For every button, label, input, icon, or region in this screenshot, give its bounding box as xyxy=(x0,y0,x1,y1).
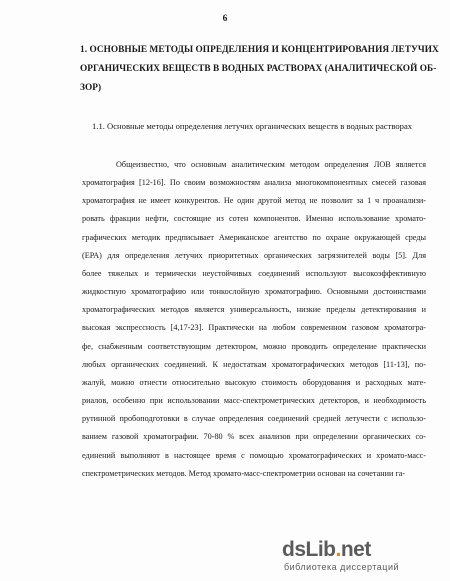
section-heading xyxy=(80,41,439,98)
text-line: графических методик предписывает Американское агентство по охране окружающей среды xyxy=(82,232,426,242)
text-line: высокая экспрессность [4,17-23]. Практически на любом современном газовом хроматогра- xyxy=(82,323,426,333)
section-heading-line: ЗОР) xyxy=(80,83,102,93)
text-line: хроматографических методов является универсальность, низкие пределы детектирования и xyxy=(82,305,426,315)
logo-main-text: dsLib xyxy=(282,538,336,561)
text-line: жидкостную хроматографию или тонкослойную хроматографию. Основными достоинствами xyxy=(82,287,426,297)
dslib-tagline: библиотека диссертаций xyxy=(284,562,400,572)
logo-dot: . xyxy=(335,538,341,561)
text-line: (ЕРА) для определения летучих приоритетных органических загрязнителей воды [5]. Для xyxy=(82,250,426,260)
section-heading-line: ОРГАНИЧЕСКИХ ВЕЩЕСТВ В ВОДНЫХ РАСТВОРАХ (АНАЛИТИЧЕСКОЙ ОБ- xyxy=(80,64,437,74)
body-paragraph xyxy=(82,156,426,483)
text-line: фе, снабженным соответствующим детектором, можно проводить определение практически xyxy=(82,341,426,351)
text-line: единений выполняют в настоящее время с помощью хроматографических и хромато-масс- xyxy=(82,450,426,460)
dslib-logo xyxy=(282,538,371,562)
dslib-watermark xyxy=(282,535,444,575)
text-line: ровать фракции нефти, состоящие из сотен компонентов. Именно использование хромато- xyxy=(82,214,426,224)
section-heading-line: 1. ОСНОВНЫЕ МЕТОДЫ ОПРЕДЕЛЕНИЯ И КОНЦЕНТРИРОВАНИЯ ЛЕТУЧИХ xyxy=(80,45,439,55)
text-line: рутинной пробоподготовки в случае определения соединений средней летучести с использо- xyxy=(82,414,426,424)
text-line: спектрометрических методов. Метод хромато-масс-спектрометрии основан на сочетании га- xyxy=(82,468,406,478)
logo-tld-text: net xyxy=(340,538,371,561)
text-line: Общеизвестно, что основным аналитическим методом определения ЛОВ является xyxy=(116,160,426,169)
text-line: риалов, особенно при использовании масс-спектрометрических детекторов, и необходимость xyxy=(82,396,426,406)
page-number: 6 xyxy=(222,14,228,24)
text-line: любых органических соединений. К недостаткам хроматографических методов [11-13], по- xyxy=(82,359,426,369)
text-line: хроматография не имеет конкурентов. Не один другой метод не позволит за 1 ч проанализи- xyxy=(82,196,426,206)
subsection-heading: 1.1. Основные методы определения летучих органических веществ в водных растворах xyxy=(92,121,413,131)
text-line: ванием газовой хроматографии. 70-80 % всех анализов при определении органических со- xyxy=(82,432,426,442)
text-line: жалуй, можно отнести относительно высокую стоимость оборудования и расходных мате- xyxy=(82,377,426,387)
text-line: более тяжелых и термически неустойчивых соединений используют высокоэффективную xyxy=(82,268,426,278)
text-line: хроматография [12-16]. По своим возможностям анализа многокомпонентных смесей газовая xyxy=(82,178,426,188)
